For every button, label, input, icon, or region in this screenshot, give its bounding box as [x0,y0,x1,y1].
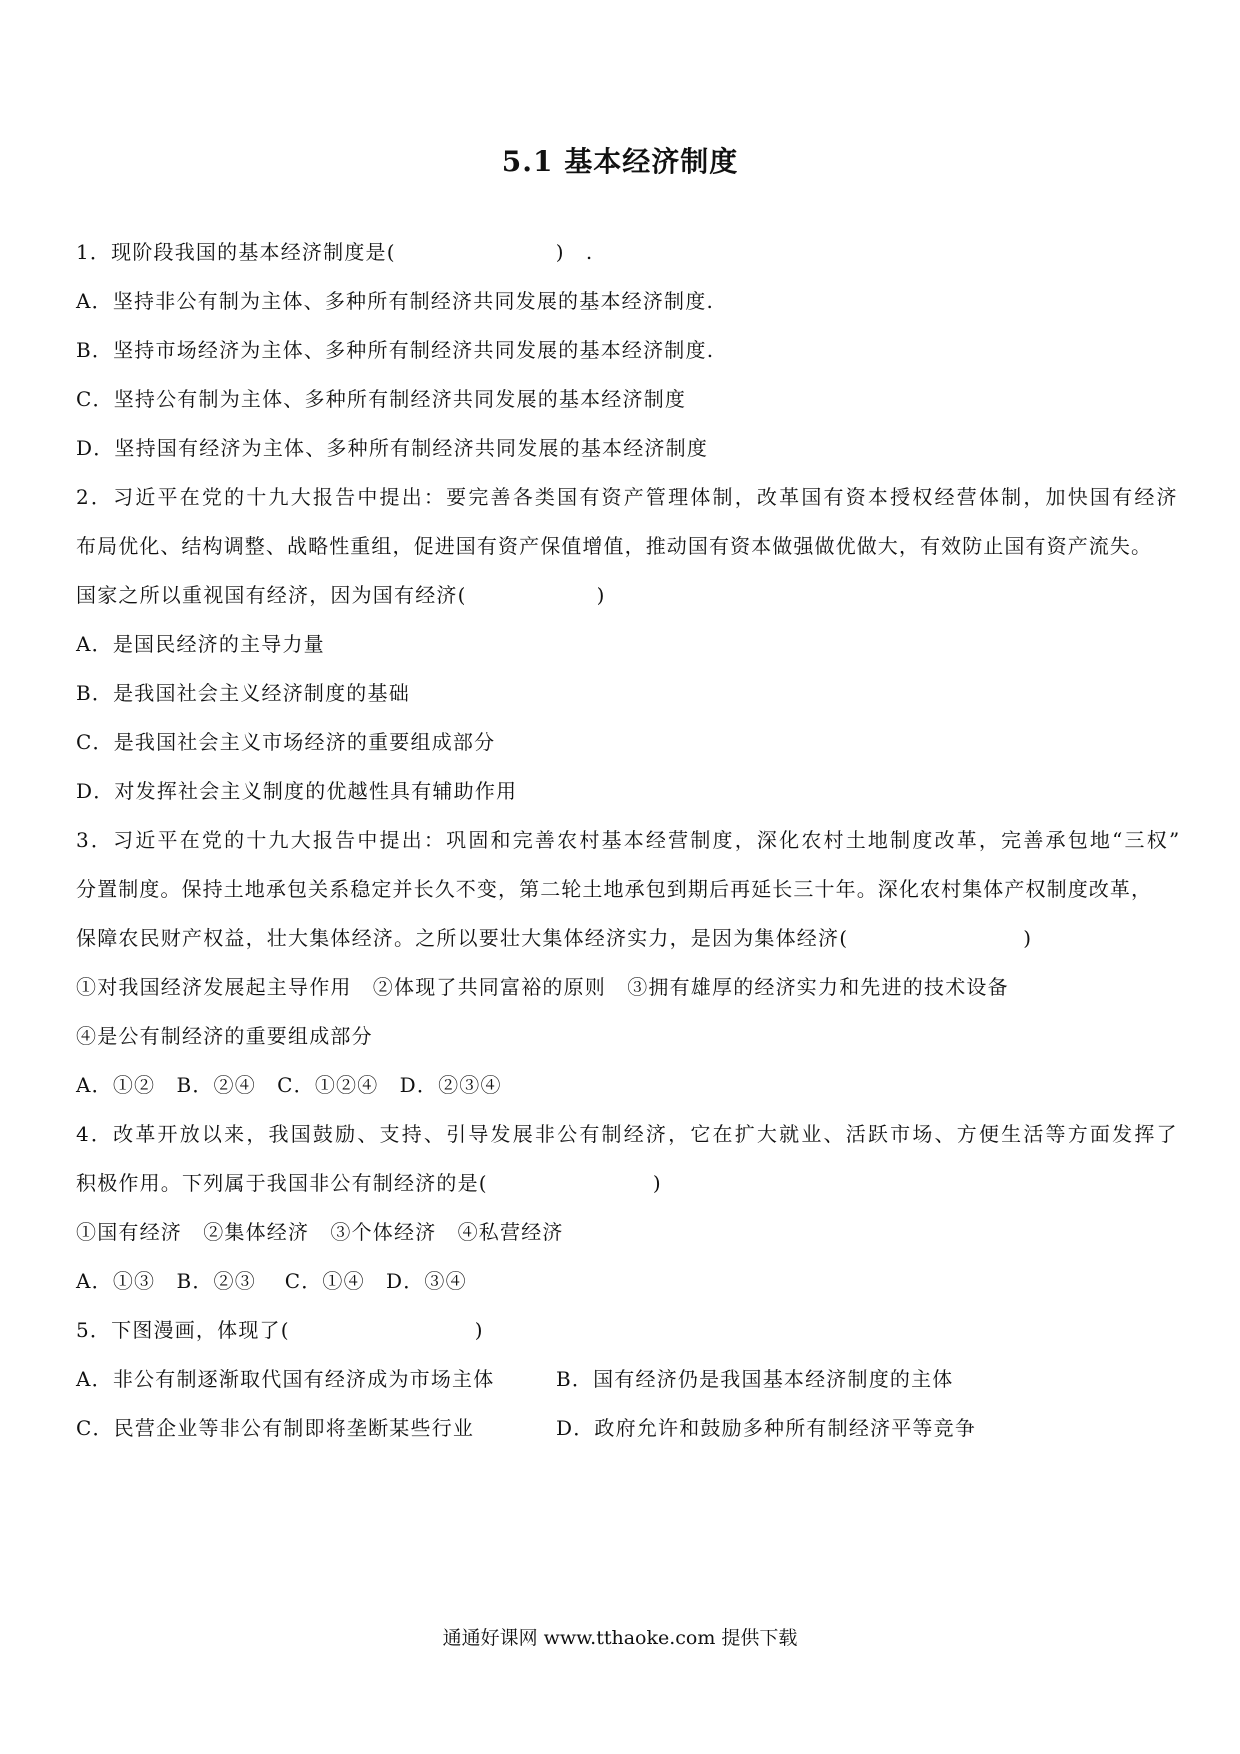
question-2-stem-line-3: 国家之所以重视国有经济，因为国有经济( ) [76,583,606,607]
question-2-option-b: B．是我国社会主义经济制度的基础 [76,681,410,705]
question-5-option-a: A．非公有制逐渐取代国有经济成为市场主体 [76,1367,495,1391]
question-3-items-line-2: ④是公有制经济的重要组成部分 [76,1024,373,1048]
question-2-option-a: A．是国民经济的主导力量 [76,632,325,656]
question-1-option-a: A．坚持非公有制为主体、多种所有制经济共同发展的基本经济制度. [76,289,715,313]
question-5-stem: 5．下图漫画，体现了( ) [76,1318,484,1342]
question-5-option-d: D．政府允许和鼓励多种所有制经济平等竞争 [556,1416,977,1440]
question-4-answers: A．①③ B．②③ C．①④ D．③④ [76,1269,467,1293]
question-5-option-b: B．国有经济仍是我国基本经济制度的主体 [556,1367,954,1391]
question-5-options-row-1 [76,1355,1166,1404]
question-list [76,228,1182,1453]
footer-source-note: 通通好课网 www.tthaoke.com 提供下载 [442,1627,798,1649]
question-3-items-line-1: ①对我国经济发展起主导作用 ②体现了共同富裕的原则 ③拥有雄厚的经济实力和先进的技术设备 [76,975,1009,999]
question-1-option-b: B．坚持市场经济为主体、多种所有制经济共同发展的基本经济制度. [76,338,715,362]
question-3-stem-line-1: 3．习近平在党的十九大报告中提出：巩固和完善农村基本经营制度，深化农村土地制度改革，完善承包地“三权” [76,828,1182,852]
question-3-stem-line-3: 保障农民财产权益，壮大集体经济。之所以要壮大集体经济实力，是因为集体经济( ) [76,926,1033,950]
question-4-stem-line-1: 4．改革开放以来，我国鼓励、支持、引导发展非公有制经济，它在扩大就业、活跃市场、方便生活等方面发挥了 [76,1122,1179,1146]
question-3-stem-line-2: 分置制度。保持土地承包关系稳定并长久不变，第二轮土地承包到期后再延长三十年。深化农村集体产权制度改革， [76,877,1153,901]
page-title: 5.1 基本经济制度 [501,145,739,178]
question-2-option-c: C．是我国社会主义市场经济的重要组成部分 [76,730,496,754]
question-1-stem: 1．现阶段我国的基本经济制度是( ) . [76,240,594,264]
question-3-answers: A．①② B．②④ C．①②④ D．②③④ [76,1073,502,1097]
question-2-option-d: D．对发挥社会主义制度的优越性具有辅助作用 [76,779,518,803]
question-5-option-c: C．民营企业等非公有制即将垄断某些行业 [76,1416,475,1440]
question-4-stem-line-2: 积极作用。下列属于我国非公有制经济的是( ) [76,1171,662,1195]
question-1-option-c: C．坚持公有制为主体、多种所有制经济共同发展的基本经济制度 [76,387,687,411]
question-4-items: ①国有经济 ②集体经济 ③个体经济 ④私营经济 [76,1220,564,1244]
question-2-stem-line-1: 2．习近平在党的十九大报告中提出：要完善各类国有资产管理体制，改革国有资本授权经营体制，加快国有经济 [76,485,1179,509]
question-2-stem-line-2: 布局优化、结构调整、战略性重组，促进国有资产保值增值，推动国有资本做强做优做大，有效防止国有资产流失。 [76,534,1153,558]
question-5-options-row-2 [76,1404,1166,1453]
question-1-option-d: D．坚持国有经济为主体、多种所有制经济共同发展的基本经济制度 [76,436,709,460]
